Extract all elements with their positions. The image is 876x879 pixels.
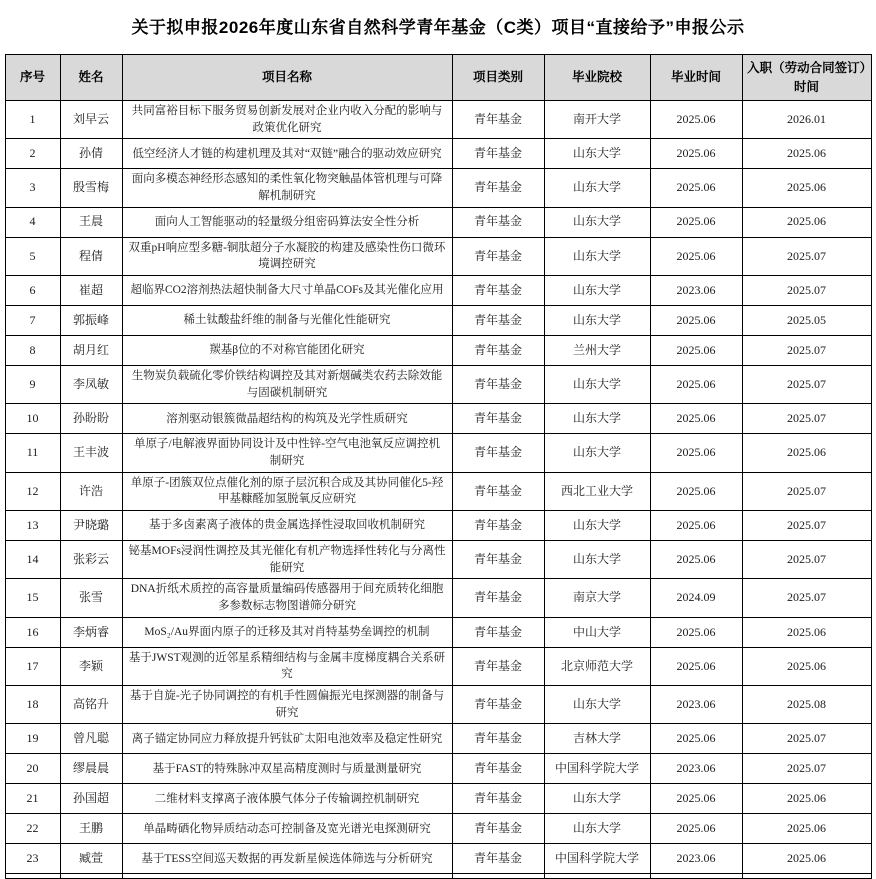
graduation-school-cell: 西北工业大学: [544, 472, 650, 510]
project-title-cell: 稀土钛酸盐纤维的制备与光催化性能研究: [122, 306, 452, 336]
empty-cell: [544, 874, 650, 879]
name-cell: 尹晓璐: [60, 511, 122, 541]
row-number: 18: [5, 686, 60, 724]
table-row: [5, 139, 871, 169]
project-title-cell: DNA折纸术质控的高容量质量编码传感器用于间充质转化细胞多参数标志物图谱筛分研究: [122, 579, 452, 617]
graduation-time-cell: 2025.06: [650, 139, 742, 169]
employment-time-cell: 2025.06: [742, 784, 871, 814]
employment-time-cell: 2026.01: [742, 101, 871, 139]
graduation-time-cell: 2025.06: [650, 724, 742, 754]
name-cell: 王晨: [60, 207, 122, 237]
graduation-school-cell: 山东大学: [544, 814, 650, 844]
graduation-time-cell: 2025.06: [650, 784, 742, 814]
project-title-cell: 单原子/电解液界面协同设计及中性锌-空气电池氧反应调控机制研究: [122, 434, 452, 472]
employment-time-cell: 2025.06: [742, 647, 871, 685]
graduation-time-cell: 2025.06: [650, 404, 742, 434]
graduation-school-cell: 山东大学: [544, 511, 650, 541]
graduation-school-cell: 山东大学: [544, 306, 650, 336]
name-cell: 孙国超: [60, 784, 122, 814]
project-category-cell: 青年基金: [452, 844, 544, 874]
table-row: [5, 404, 871, 434]
row-number: 7: [5, 306, 60, 336]
project-title-cell: 基于多卤素离子液体的贵金属选择性浸取回收机制研究: [122, 511, 452, 541]
row-number: 8: [5, 336, 60, 366]
empty-cell: [5, 874, 60, 879]
graduation-school-cell: 兰州大学: [544, 336, 650, 366]
name-cell: 李颖: [60, 647, 122, 685]
employment-time-cell: 2025.06: [742, 844, 871, 874]
graduation-school-cell: 中国科学院大学: [544, 754, 650, 784]
project-category-cell: 青年基金: [452, 472, 544, 510]
project-title-cell: 单原子-团簇双位点催化剂的原子层沉积合成及其协同催化5-羟甲基糠醛加氢脱氧反应研究: [122, 472, 452, 510]
table-row: [5, 647, 871, 685]
project-title-cell: 面向人工智能驱动的轻量级分组密码算法安全性分析: [122, 207, 452, 237]
table-row: [5, 276, 871, 306]
row-number: 13: [5, 511, 60, 541]
graduation-time-cell: 2025.06: [650, 336, 742, 366]
project-category-cell: 青年基金: [452, 647, 544, 685]
project-category-cell: 青年基金: [452, 101, 544, 139]
project-category-cell: 青年基金: [452, 139, 544, 169]
empty-cell: [60, 874, 122, 879]
name-cell: 殷雪梅: [60, 169, 122, 207]
project-category-cell: 青年基金: [452, 754, 544, 784]
project-category-cell: 青年基金: [452, 276, 544, 306]
graduation-school-cell: 山东大学: [544, 541, 650, 579]
employment-time-cell: 2025.07: [742, 366, 871, 404]
table-header: [5, 55, 871, 101]
project-category-cell: 青年基金: [452, 784, 544, 814]
graduation-time-cell: 2023.06: [650, 754, 742, 784]
employment-time-cell: 2025.07: [742, 511, 871, 541]
project-category-cell: 青年基金: [452, 579, 544, 617]
project-title-cell: 低空经济人才链的构建机理及其对“双链”融合的驱动效应研究: [122, 139, 452, 169]
project-title-cell: 基于FAST的特殊脉冲双星高精度测时与质量测量研究: [122, 754, 452, 784]
project-title-cell: 基于TESS空间巡天数据的再发新星候选体筛选与分析研究: [122, 844, 452, 874]
row-number: 23: [5, 844, 60, 874]
employment-time-cell: 2025.06: [742, 139, 871, 169]
graduation-school-cell: 山东大学: [544, 366, 650, 404]
graduation-time-cell: 2025.06: [650, 237, 742, 275]
graduation-school-cell: 山东大学: [544, 434, 650, 472]
graduation-school-cell: 山东大学: [544, 169, 650, 207]
graduation-time-cell: 2025.06: [650, 541, 742, 579]
name-cell: 王丰波: [60, 434, 122, 472]
graduation-school-cell: 南京大学: [544, 579, 650, 617]
employment-time-cell: 2025.07: [742, 276, 871, 306]
row-number: 12: [5, 472, 60, 510]
table-row: [5, 237, 871, 275]
empty-cell: [650, 874, 742, 879]
header-name: 姓名: [60, 55, 122, 101]
graduation-time-cell: 2023.06: [650, 844, 742, 874]
row-number: 5: [5, 237, 60, 275]
project-category-cell: 青年基金: [452, 724, 544, 754]
graduation-school-cell: 山东大学: [544, 784, 650, 814]
project-title-cell: 羰基β位的不对称官能团化研究: [122, 336, 452, 366]
employment-time-cell: 2025.06: [742, 617, 871, 647]
row-number: 15: [5, 579, 60, 617]
table-row: [5, 306, 871, 336]
row-number: 19: [5, 724, 60, 754]
employment-time-cell: 2025.07: [742, 754, 871, 784]
name-cell: 胡月红: [60, 336, 122, 366]
table-row: [5, 724, 871, 754]
name-cell: 郭振峰: [60, 306, 122, 336]
employment-time-cell: 2025.07: [742, 336, 871, 366]
name-cell: 曾凡聪: [60, 724, 122, 754]
employment-time-cell: 2025.07: [742, 579, 871, 617]
name-cell: 许浩: [60, 472, 122, 510]
graduation-time-cell: 2025.06: [650, 814, 742, 844]
table-row-partial: [5, 874, 871, 879]
header-row: [5, 55, 871, 101]
project-title-cell: 面向多模态神经形态感知的柔性氧化物突触晶体管机理与可降解机制研究: [122, 169, 452, 207]
name-cell: 李炳睿: [60, 617, 122, 647]
row-number: 14: [5, 541, 60, 579]
graduation-school-cell: 中国科学院大学: [544, 844, 650, 874]
table-row: [5, 784, 871, 814]
row-number: 11: [5, 434, 60, 472]
table-row: [5, 511, 871, 541]
row-number: 2: [5, 139, 60, 169]
employment-time-cell: 2025.07: [742, 237, 871, 275]
project-title-cell: MoS₂/Au界面内原子的迁移及其对肖特基势垒调控的机制: [122, 617, 452, 647]
project-category-cell: 青年基金: [452, 541, 544, 579]
table-row: [5, 101, 871, 139]
table-row: [5, 754, 871, 784]
table-row: [5, 541, 871, 579]
employment-time-cell: 2025.06: [742, 434, 871, 472]
row-number: 20: [5, 754, 60, 784]
project-title-cell: 基于JWST观测的近邻星系精细结构与金属丰度梯度耦合关系研究: [122, 647, 452, 685]
project-title-cell: 生物炭负载硫化零价铁结构调控及其对新烟碱类农药去除效能与固碳机制研究: [122, 366, 452, 404]
row-number: 10: [5, 404, 60, 434]
employment-time-cell: 2025.07: [742, 541, 871, 579]
graduation-school-cell: 山东大学: [544, 237, 650, 275]
table-row: [5, 472, 871, 510]
employment-time-cell: 2025.06: [742, 169, 871, 207]
project-category-cell: 青年基金: [452, 404, 544, 434]
header-serial-number: 序号: [5, 55, 60, 101]
header-project-title: 项目名称: [122, 55, 452, 101]
project-title-cell: 超临界CO2溶剂热法超快制备大尺寸单晶COFs及其光催化应用: [122, 276, 452, 306]
table-row: [5, 434, 871, 472]
project-category-cell: 青年基金: [452, 207, 544, 237]
graduation-time-cell: 2025.06: [650, 617, 742, 647]
employment-time-cell: 2025.05: [742, 306, 871, 336]
row-number: 1: [5, 101, 60, 139]
header-project-category: 项目类别: [452, 55, 544, 101]
project-category-cell: 青年基金: [452, 686, 544, 724]
table-row: [5, 207, 871, 237]
project-title-cell: 二维材料支撑离子液体膜气体分子传输调控机制研究: [122, 784, 452, 814]
name-cell: 孙倩: [60, 139, 122, 169]
project-category-cell: 青年基金: [452, 237, 544, 275]
name-cell: 崔超: [60, 276, 122, 306]
graduation-time-cell: 2025.06: [650, 306, 742, 336]
empty-cell: [122, 874, 452, 879]
name-cell: 程倩: [60, 237, 122, 275]
projects-table: [5, 54, 872, 879]
graduation-time-cell: 2025.06: [650, 511, 742, 541]
header-graduation-school: 毕业院校: [544, 55, 650, 101]
graduation-school-cell: 山东大学: [544, 686, 650, 724]
graduation-time-cell: 2024.09: [650, 579, 742, 617]
graduation-school-cell: 北京师范大学: [544, 647, 650, 685]
project-title-cell: 基于自旋-光子协同调控的有机手性圆偏振光电探测器的制备与研究: [122, 686, 452, 724]
table-row: [5, 814, 871, 844]
employment-time-cell: 2025.07: [742, 472, 871, 510]
graduation-time-cell: 2023.06: [650, 686, 742, 724]
table-row: [5, 366, 871, 404]
employment-time-cell: 2025.07: [742, 404, 871, 434]
graduation-time-cell: 2025.06: [650, 366, 742, 404]
employment-time-cell: 2025.08: [742, 686, 871, 724]
graduation-school-cell: 南开大学: [544, 101, 650, 139]
table-row: [5, 336, 871, 366]
name-cell: 孙盼盼: [60, 404, 122, 434]
table-row: [5, 844, 871, 874]
row-number: 21: [5, 784, 60, 814]
graduation-time-cell: 2023.06: [650, 276, 742, 306]
project-category-cell: 青年基金: [452, 814, 544, 844]
graduation-school-cell: 山东大学: [544, 139, 650, 169]
project-title-cell: 单晶畴硒化物异质结动态可控制备及宽光谱光电探测研究: [122, 814, 452, 844]
project-category-cell: 青年基金: [452, 366, 544, 404]
graduation-school-cell: 中山大学: [544, 617, 650, 647]
graduation-time-cell: 2025.06: [650, 472, 742, 510]
row-number: 4: [5, 207, 60, 237]
name-cell: 李凤敏: [60, 366, 122, 404]
graduation-time-cell: 2025.06: [650, 101, 742, 139]
empty-cell: [742, 874, 871, 879]
table-row: [5, 579, 871, 617]
row-number: 3: [5, 169, 60, 207]
project-category-cell: 青年基金: [452, 434, 544, 472]
project-category-cell: 青年基金: [452, 511, 544, 541]
employment-time-cell: 2025.06: [742, 207, 871, 237]
graduation-school-cell: 山东大学: [544, 207, 650, 237]
graduation-school-cell: 山东大学: [544, 276, 650, 306]
name-cell: 张彩云: [60, 541, 122, 579]
project-title-cell: 离子锚定协同应力释放提升钙钛矿太阳电池效率及稳定性研究: [122, 724, 452, 754]
name-cell: 王鹏: [60, 814, 122, 844]
name-cell: 高铭升: [60, 686, 122, 724]
graduation-time-cell: 2025.06: [650, 207, 742, 237]
project-category-cell: 青年基金: [452, 306, 544, 336]
table-row: [5, 617, 871, 647]
project-title-cell: 共同富裕目标下服务贸易创新发展对企业内收入分配的影响与政策优化研究: [122, 101, 452, 139]
page-title: 关于拟申报2026年度山东省自然科学青年基金（C类）项目“直接给予”申报公示: [131, 18, 745, 37]
graduation-school-cell: 吉林大学: [544, 724, 650, 754]
header-graduation-time: 毕业时间: [650, 55, 742, 101]
employment-time-cell: 2025.06: [742, 814, 871, 844]
name-cell: 缪晨晨: [60, 754, 122, 784]
name-cell: 刘早云: [60, 101, 122, 139]
row-number: 6: [5, 276, 60, 306]
row-number: 9: [5, 366, 60, 404]
row-number: 22: [5, 814, 60, 844]
graduation-time-cell: 2025.06: [650, 169, 742, 207]
project-category-cell: 青年基金: [452, 336, 544, 366]
graduation-time-cell: 2025.06: [650, 434, 742, 472]
empty-cell: [452, 874, 544, 879]
project-title-cell: 铋基MOFs浸润性调控及其光催化有机产物选择性转化与分离性能研究: [122, 541, 452, 579]
table-row: [5, 169, 871, 207]
project-category-cell: 青年基金: [452, 617, 544, 647]
project-title-cell: 溶剂驱动银簇微晶超结构的构筑及光学性质研究: [122, 404, 452, 434]
row-number: 16: [5, 617, 60, 647]
employment-time-cell: 2025.07: [742, 724, 871, 754]
graduation-school-cell: 山东大学: [544, 404, 650, 434]
header-employment-time: 入职（劳动合同签订）时间: [742, 55, 871, 101]
row-number: 17: [5, 647, 60, 685]
project-category-cell: 青年基金: [452, 169, 544, 207]
project-title-cell: 双重pH响应型多糖-铜肽超分子水凝胶的构建及感染性伤口微环境调控研究: [122, 237, 452, 275]
name-cell: 张雪: [60, 579, 122, 617]
table-body: [5, 101, 871, 879]
table-row: [5, 686, 871, 724]
graduation-time-cell: 2025.06: [650, 647, 742, 685]
name-cell: 臧萱: [60, 844, 122, 874]
